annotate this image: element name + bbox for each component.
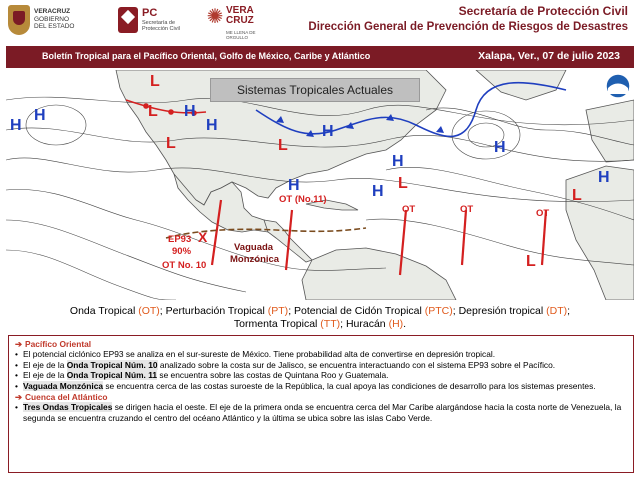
bullet-icon: • [15,380,18,391]
atlantic-section-title [9,391,633,402]
weather-map [6,70,634,300]
bullet-icon: • [15,402,18,413]
legend-line-2 [0,318,640,331]
logo-veracruz-text-2: GOBIERNO [34,16,70,23]
high-pressure-marker: H [10,117,22,134]
legend-line-1 [0,305,640,318]
pc-emblem-icon [118,7,138,33]
legend-code: (H) [388,318,404,330]
high-pressure-marker: H [372,183,384,200]
highlighted-term: Onda Tropical Núm. 11 [66,370,158,381]
bullet-text: El eje de la [23,359,67,370]
high-pressure-marker: H [206,117,218,134]
ot10-label: OT No. 10 [162,260,207,271]
bullet-icon: • [15,359,18,370]
legend-text: ; Huracán [340,318,389,330]
low-pressure-marker: L [398,175,408,192]
map-heading: Sistemas Tropicales Actuales [210,78,420,102]
header [0,0,640,42]
header-title-1: Secretaría de Protección Civil [458,4,628,18]
brand-line-2: CRUZ [226,15,254,26]
legend-text: Onda Tropical [69,305,139,317]
highlighted-term: Vaguada Monzónica [23,380,104,391]
legend-code: (PT) [267,305,289,317]
pacific-title-text: Pacífico Oriental [25,339,92,349]
legend-text: . [403,318,407,330]
low-pressure-marker: L [150,73,160,90]
bullet-icon: • [15,349,18,360]
logo-veracruz-text-3: DEL ESTADO [34,23,75,30]
bullet-text: se encuentra cerca de las costas suroeste de la República, la cual apoya las condiciones de desarrollo para los sistemas presentes. [103,380,596,391]
ep93-label: EP93 [168,234,192,245]
bullet-text: se dirigen hacia el oeste. El eje de la primera onda se encuentra cerca del Mar Caribe alargándose hacia la costa norte de Venezuela, la segunda se encuentra cruzando el centro del océano Atlántico y la última se ubica sobre las islas Cabo Verde. [23,402,622,423]
low-pressure-marker: L [166,135,176,152]
legend-text: Tormenta Tropical [233,318,321,330]
bullet-text: El potencial ciclónico EP93 se analiza en el sur-sureste de México. Tiene probabilidad alta de convertirse en depresión tropical. [23,349,496,360]
coat-of-arms-icon [8,5,30,35]
highlighted-term: Onda Tropical Núm. 10 [66,359,158,370]
bulletin-banner [6,46,634,68]
brand-tagline: ME LLENA DE ORGULLO [226,30,256,40]
high-pressure-marker: H [494,139,506,156]
header-title-2: Dirección General de Prevención de Riesgos de Desastres [308,21,628,33]
highlighted-term: Tres Ondas Tropicales [23,402,113,413]
bullet-icon: • [15,370,18,381]
pc-logo-sub-2: Protección Civil [142,26,180,32]
bullet-item [9,370,633,380]
system-legend [0,305,640,331]
bulletin-title: Boletín Tropical para el Pacífico Oriental, Golfo de México, Caribe y Atlántico [42,51,371,61]
vaguada-label-2: Monzónica [230,254,280,265]
high-pressure-marker: H [288,177,300,194]
bullet-item [9,402,633,423]
star-icon: ✺ [206,6,224,28]
bullet-item [9,349,633,359]
legend-code: (PTC) [424,305,453,317]
pacific-items [9,349,633,391]
legend-text: ; Depresión tropical [452,305,547,317]
bulletin-date: Xalapa, Ver., 07 de julio 2023 [478,50,620,62]
proteccion-civil-logo [118,4,190,38]
atlantic-title-text: Cuenca del Atlántico [25,392,108,403]
surface-analysis-map [6,70,634,300]
high-pressure-marker: H [598,169,610,186]
legend-text: ; [567,305,571,317]
logo-veracruz-text-1: VERACRUZ [34,8,71,15]
bullet-item [9,360,633,370]
ep93-x-icon: X [198,229,208,245]
low-pressure-marker: L [148,103,158,120]
pc-logo-sub-1: Secretaría de [142,20,176,26]
ep93-probability: 90% [172,246,192,257]
bullet-text: se encuentra sobre las costas de Quintana Roo y Guatemala. [157,370,389,381]
legend-code: (TT) [320,318,341,330]
pacific-section-title [9,336,633,349]
low-pressure-marker: L [572,187,582,204]
high-pressure-marker: H [322,123,334,140]
ot-label-b: OT [460,204,474,215]
veracruz-brand-logo [204,4,264,38]
low-pressure-marker: L [526,253,536,270]
ot11-label: OT (No.11) [279,194,327,205]
vaguada-label-1: Vaguada [234,242,274,253]
high-pressure-marker: H [392,153,404,170]
arrow-right-icon: ➔ [15,392,23,403]
brand-line-1: VERA [226,5,254,16]
legend-code: (OT) [138,305,160,317]
ot-label-c: OT [536,208,550,219]
bullet-text: analizado sobre la costa sur de Jalisco, se encuentra interactuando con el sistema EP93 sobre el Pacífico. [157,359,556,370]
pc-logo-title: PC [142,7,158,19]
legend-text: ; Perturbación Tropical [159,305,268,317]
legend-code: (DT) [546,305,568,317]
veracruz-logo [8,4,86,38]
header-titles [308,4,628,33]
bullet-text: El eje de la [23,370,67,381]
ot-label-a: OT [402,204,416,215]
legend-text: ; Potencial de Cidón Tropical [288,305,425,317]
bulletin-notes [8,335,634,473]
high-pressure-marker: H [184,103,196,120]
low-pressure-marker: L [278,137,288,154]
high-pressure-marker: H [34,107,46,124]
bullet-item [9,381,633,391]
atlantic-items [9,402,633,423]
arrow-right-icon: ➔ [15,339,23,349]
pc-logo-sub [142,20,180,32]
